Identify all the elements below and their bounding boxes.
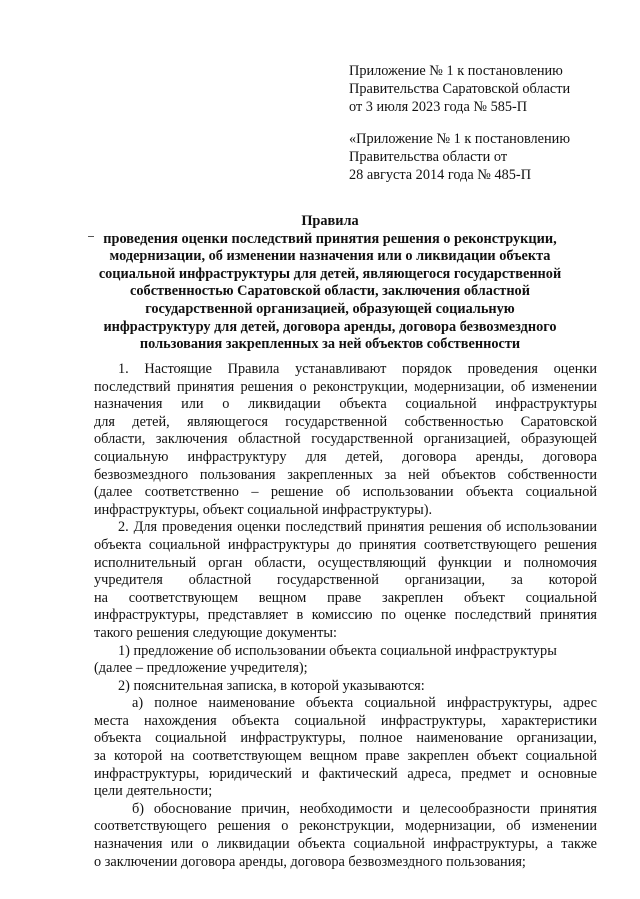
paragraph-2	[94, 519, 597, 642]
title-line: собственностью Саратовской области, заключения областной	[130, 283, 530, 300]
title-line: инфраструктуру для детей, договора аренды, договора безвозмездного	[103, 318, 557, 335]
title-line: модернизации, об изменении назначения или о ликвидации объекта	[109, 248, 551, 265]
list-item-a	[94, 695, 597, 801]
appendix-line: «Приложение № 1 к постановлению	[349, 131, 571, 147]
appendix-line: Правительства области от	[349, 149, 508, 165]
text-line: за которой на соответствующем вещном праве закреплен объект социальной	[94, 748, 597, 765]
appendix-reference-current	[349, 62, 619, 116]
text-line: 2) пояснительная записка, в которой указываются:	[118, 677, 425, 694]
text-line: на соответствующем вещном праве закреплен объект социальной	[94, 589, 597, 606]
text-line: 1) предложение об использовании объекта социальной инфраструктуры	[118, 642, 557, 659]
document-body	[94, 361, 597, 871]
text-line: цели деятельности;	[94, 783, 213, 800]
text-line: назначения или о ликвидации объекта социальной инфраструктуры	[94, 396, 597, 413]
text-line: социальную инфраструктуру для детей, договора аренды, договора	[94, 448, 597, 465]
text-line: б) обоснование причин, необходимости и целесообразности принятия	[132, 800, 597, 817]
text-line: места нахождения объекта социальной инфраструктуры, характеристики	[94, 712, 597, 729]
list-item-1	[94, 643, 597, 678]
document-title	[90, 213, 570, 354]
text-line: области, заключения областной государственной организацией, образующей	[94, 431, 597, 448]
text-line: а) полное наименование объекта социальной инфраструктуры, адрес	[132, 695, 597, 712]
text-line: объекта социальной инфраструктуры, полное наименование организации,	[94, 730, 597, 747]
title-line: проведения оценки последствий принятия решения о реконструкции,	[103, 230, 557, 247]
text-line: 2. Для проведения оценки последствий принятия решения об использовании	[118, 519, 597, 536]
text-line: (далее соответственно – решение об использовании объекта социальной	[94, 484, 597, 501]
list-item-2	[94, 678, 597, 696]
text-line: инфраструктуры, представляет в комиссию по оценке последствий принятия	[94, 607, 597, 624]
title-line: государственной организацией, образующей социальную	[145, 300, 515, 317]
text-line: последствий принятия решения о реконструкции, модернизации, об изменении	[94, 378, 597, 395]
text-line: такого решения следующие документы:	[94, 624, 337, 641]
paragraph-1	[94, 361, 597, 519]
title-heading: Правила	[301, 213, 359, 229]
appendix-line: Приложение № 1 к постановлению	[349, 63, 563, 79]
appendix-line: 28 августа 2014 года № 485-П	[349, 167, 532, 183]
text-line: инфраструктуры, объект социальной инфраструктуры).	[94, 501, 433, 518]
text-line: для детей, являющегося государственной собственностью Саратовской	[94, 413, 597, 430]
list-item-b	[94, 801, 597, 871]
text-line: безвозмездного пользования закрепленных за ней объектов собственности	[94, 466, 597, 483]
text-line: (далее – предложение учредителя);	[94, 660, 308, 677]
text-line: инфраструктуры, юридический и фактический адреса, предмет и основные	[94, 765, 597, 782]
text-line: объекта социальной инфраструктуры до принятия соответствующего решения	[94, 536, 597, 553]
title-line: социальной инфраструктуры для детей, являющегося государственной	[98, 265, 562, 282]
title-line: пользования закрепленных за ней объектов собственности	[139, 336, 521, 353]
appendix-line: Правительства Саратовской области	[349, 81, 571, 97]
text-line: назначения или о ликвидации объекта социальной инфраструктуры, а также	[94, 836, 597, 853]
appendix-reference-original	[349, 130, 619, 184]
text-line: учредителя областной государственной организации, за которой	[94, 572, 597, 589]
text-line: исполнительный орган области, осуществляющий функции и полномочия	[94, 554, 597, 571]
text-line: о заключении договора аренды, договора безвозмездного пользования;	[94, 853, 526, 870]
text-line: соответствующего решения о реконструкции, модернизации, об изменении	[94, 818, 597, 835]
text-line: 1. Настоящие Правила устанавливают порядок проведения оценки	[118, 361, 597, 377]
appendix-line: от 3 июля 2023 года № 585-П	[349, 99, 528, 115]
